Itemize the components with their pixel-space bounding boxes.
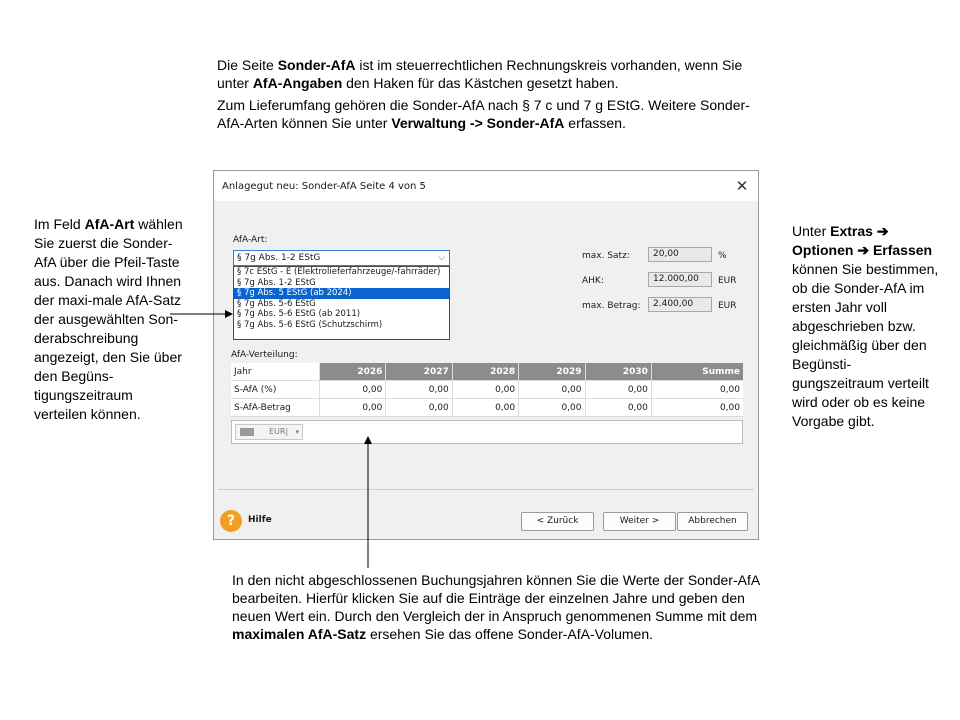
table-cell[interactable]: 0,00 bbox=[585, 399, 651, 417]
table-cell[interactable]: 0,00 bbox=[386, 381, 452, 399]
ahk-field: 12.000,00 bbox=[648, 272, 712, 287]
footer-divider bbox=[218, 489, 754, 490]
top-paragraph-1: Die Seite Sonder-AfA ist im steuerrechtlichen Rechnungskreis vorhanden, wenn Sie unter AfA-Angaben den Haken für das Kästchen gesetzt haben. bbox=[217, 57, 743, 91]
afa-art-select[interactable] bbox=[233, 250, 450, 266]
table-cell[interactable]: 0,00 bbox=[585, 381, 651, 399]
left-explanation: Im Feld AfA-Art wählen Sie zuerst die Sonder-AfA über die Pfeil-Taste aus. Danach wird Ihnen der maxi-male AfA-Satz der ausgewählten Son-derabschreibung angezeigt, den Sie über den Begüns-tigungszeitraum verteilen können. bbox=[34, 216, 183, 422]
afa-art-option[interactable]: § 7g Abs. 5-6 EStG (ab 2011) bbox=[237, 309, 361, 319]
help-label[interactable]: Hilfe bbox=[248, 515, 272, 525]
currency-combo-value: EUR| bbox=[269, 427, 289, 436]
max-betrag-unit: EUR bbox=[718, 301, 737, 311]
afa-art-option[interactable]: § 7g Abs. 1-2 EStG bbox=[237, 277, 316, 288]
row-label: S-AfA-Betrag bbox=[231, 399, 320, 417]
afa-art-option[interactable]: § 7c EStG - E (Elektrolieferfahrzeuge/-fahrräder) bbox=[237, 267, 441, 277]
table-cell[interactable]: 0,00 bbox=[452, 399, 518, 417]
top-explanation bbox=[217, 56, 777, 132]
sonder-afa-dialog bbox=[213, 170, 759, 540]
afa-verteilung-table bbox=[231, 363, 743, 417]
table-cell-summe: 0,00 bbox=[651, 399, 743, 417]
table-cell[interactable]: 0,00 bbox=[519, 399, 585, 417]
currency-swatch-icon bbox=[240, 428, 254, 436]
afa-verteilung-label: AfA-Verteilung: bbox=[231, 350, 298, 360]
table-cell[interactable]: 0,00 bbox=[452, 381, 518, 399]
max-satz-field: 20,00 bbox=[648, 247, 712, 262]
afa-art-selected-value: § 7g Abs. 1-2 EStG bbox=[237, 253, 321, 263]
top-paragraph-2: Zum Lieferumfang gehören die Sonder-AfA nach § 7 c und 7 g EStG. Weitere Sonder-AfA-Arten können Sie unter Verwaltung -> Sonder-AfA erfassen. bbox=[217, 97, 750, 131]
chevron-down-icon[interactable]: ⌵ bbox=[438, 253, 445, 263]
afa-art-label: AfA-Art: bbox=[233, 235, 268, 245]
table-cell[interactable]: 0,00 bbox=[386, 399, 452, 417]
currency-combo[interactable] bbox=[235, 424, 303, 440]
header-year: 2030 bbox=[585, 363, 651, 381]
afa-art-option[interactable]: § 7g Abs. 5-6 EStG bbox=[237, 298, 316, 309]
afa-art-option-selected[interactable]: § 7g Abs. 5 EStG (ab 2024) bbox=[234, 288, 449, 299]
currency-toolbar bbox=[231, 420, 743, 444]
afa-art-dropdown-list bbox=[233, 266, 450, 340]
next-button[interactable]: Weiter > bbox=[603, 512, 676, 531]
bottom-explanation: In den nicht abgeschlossenen Buchungsjahren können Sie die Werte der Sonder-AfA bearbeiten. Hierfür klicken Sie auf die Einträge der einzelnen Jahre und geben den neuen Wert ein. Durch den Vergleich der in Anspruch genommenen Summe mit dem maximalen AfA-Satz ersehen Sie das offene Sonder-AfA-Volumen. bbox=[232, 572, 760, 642]
table-cell-summe: 0,00 bbox=[651, 381, 743, 399]
header-year: 2028 bbox=[452, 363, 518, 381]
ahk-unit: EUR bbox=[718, 276, 737, 286]
header-summe: Summe bbox=[651, 363, 743, 381]
table-cell[interactable]: 0,00 bbox=[320, 381, 386, 399]
table-cell[interactable]: 0,00 bbox=[519, 381, 585, 399]
dialog-title: Anlagegut neu: Sonder-AfA Seite 4 von 5 bbox=[222, 181, 426, 192]
header-jahr: Jahr bbox=[231, 363, 320, 381]
dialog-titlebar bbox=[214, 171, 758, 201]
max-betrag-label: max. Betrag: bbox=[582, 301, 641, 311]
row-label: S-AfA (%) bbox=[231, 381, 320, 399]
table-cell[interactable]: 0,00 bbox=[320, 399, 386, 417]
right-explanation: Unter Extras ➔ Optionen ➔ Erfassen können Sie bestimmen, ob die Sonder-AfA im ersten Jahr voll abgeschrieben bzw. gleichmäßig über den Begünsti-gungszeitraum verteilt wird oder ob es keine Vorgabe gibt. bbox=[792, 223, 939, 429]
afa-art-option[interactable]: § 7g Abs. 5-6 EStG (Schutzschirm) bbox=[237, 319, 383, 330]
close-icon[interactable]: ✕ bbox=[735, 177, 749, 195]
table-row bbox=[231, 399, 743, 417]
table-row bbox=[231, 381, 743, 399]
header-year: 2029 bbox=[519, 363, 585, 381]
max-betrag-field: 2.400,00 bbox=[648, 297, 712, 312]
back-button[interactable]: < Zurück bbox=[521, 512, 594, 531]
cancel-button[interactable]: Abbrechen bbox=[677, 512, 748, 531]
max-satz-label: max. Satz: bbox=[582, 251, 630, 261]
header-year: 2026 bbox=[320, 363, 386, 381]
table-header-row bbox=[231, 363, 743, 381]
header-year: 2027 bbox=[386, 363, 452, 381]
max-satz-unit: % bbox=[718, 251, 727, 261]
help-icon[interactable]: ? bbox=[220, 510, 242, 532]
ahk-label: AHK: bbox=[582, 276, 604, 286]
chevron-down-icon[interactable]: ▾ bbox=[295, 428, 299, 436]
